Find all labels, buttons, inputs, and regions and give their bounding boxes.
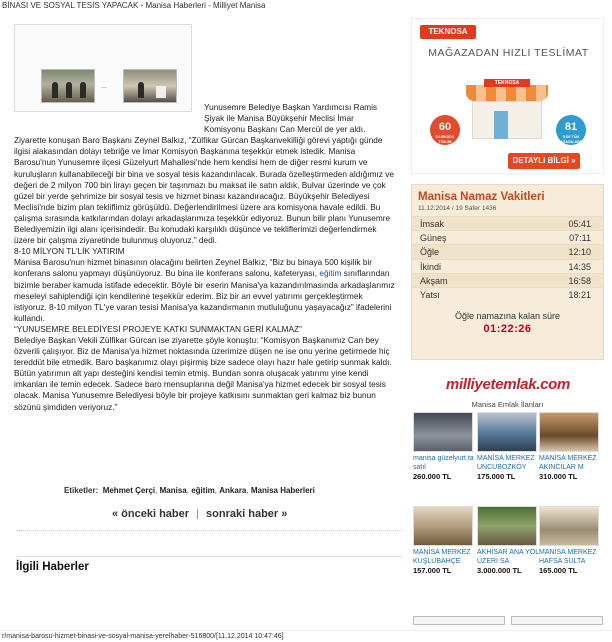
status-url: r/manisa-barosu-hizmet-binasi-ve-sosyal-manisa-yerelhaber-516800/[11.12.2014 10:47:46]	[0, 630, 612, 642]
gallery-thumbnail-2[interactable]	[123, 69, 177, 103]
listing-image[interactable]	[477, 506, 537, 546]
ad-title: MAĞAZADAN HIZLI TESLİMAT	[428, 47, 589, 59]
teknosa-ad-banner[interactable]	[411, 18, 604, 174]
prayer-times-title: Manisa Namaz Vakitleri	[418, 191, 545, 203]
prayer-times-date: 11.12.2014 / 19 Safer 1436	[418, 205, 497, 212]
divider	[16, 530, 402, 531]
scroll-next-button[interactable]	[511, 616, 603, 625]
listing-price: 310.000 TL	[539, 472, 578, 481]
pager-divider	[197, 509, 198, 519]
listing-price: 3.000.000 TL	[477, 566, 522, 575]
article-paragraph	[14, 257, 396, 324]
listing-item[interactable]	[539, 506, 601, 576]
milliyetemlak-logo[interactable]: milliyetemlak.com	[445, 376, 571, 393]
prayer-row: Öğle 12:10	[412, 244, 603, 258]
tag-link[interactable]: Manisa Haberleri	[250, 486, 315, 495]
page-title: BİNASI VE SOSYAL TESİS YAPACAK - Manisa Haberleri - Milliyet Manisa	[2, 1, 266, 10]
article-subheading: “YUNUSEMRE BELEDİYESİ PROJEYE KATKI SUNMAKTAN GERİ KALMAZ”	[14, 323, 302, 334]
listing-price: 175.000 TL	[477, 472, 516, 481]
listing-title[interactable]: MANİSA MERKEZ KUŞLUBAHÇE	[413, 549, 471, 565]
delivery-time-badge: 60 DAKİKADA TESLİM	[430, 115, 460, 145]
listing-image[interactable]	[477, 412, 537, 452]
listing-image[interactable]	[413, 506, 473, 546]
listing-price: 157.000 TL	[413, 566, 452, 575]
listing-title[interactable]: MANİSA MERKEZ AKINCILAR M	[539, 455, 597, 471]
prayer-times-list	[412, 216, 603, 301]
related-news-section	[16, 556, 402, 578]
teknosa-logo: TEKNOSA	[420, 25, 476, 39]
listing-item[interactable]	[413, 506, 475, 576]
tags-label: Etiketler:	[64, 486, 99, 495]
listing-item[interactable]	[539, 412, 601, 482]
prayer-row: İkindi 14:35	[412, 259, 603, 273]
article-text: Manisa Barosu'nun hizmet binasının olacağını belirten Zeynel Balkız, “Biz bu binaya 500 kişilik bir konferans salonu yapmayı düşünüyoruz. Bu bina ile konferans salonu, kafeteryası,	[14, 257, 373, 279]
article-subheading: 8-10 MİLYON TL'LİK YATIRIM	[14, 246, 125, 257]
listing-image[interactable]	[539, 412, 599, 452]
tag-link[interactable]: Mehmet Çerçi	[102, 486, 156, 495]
gallery-thumbnail-1[interactable]	[41, 69, 95, 103]
prayer-row: Yatsı 18:21	[412, 287, 603, 301]
countdown-timer: 01:22:26	[483, 323, 532, 336]
tag-link[interactable]: Ankara	[219, 486, 247, 495]
article-paragraph: Belediye Başkan Vekili Zülfikar Gürcan ise ziyarette şöyle konuştu: “Komisyon Başkanımız Can bey özverili çalışıyor. Biz de Manisa'ya hizmet noktasında üzerimize düşen ne ise onu yerine getirmede hiç tereddüt bile etmedik. Baro başkanımız olayı pişirmiş bize sadece olayı hazır hale getirip sunmak kaldı. Bütün yatırımın alt yapı desteğini kendisi temin etmiş. Bundan sonra oluşacak yatırımı yine kendi imkanları ile temin edecek. Sadece baro mensuplarına değil Manisa'ya hizmet edecek bir sosyal tesis olacak. Manisa Yunusemre Belediyesi böyle bir projeye katkısını sunmaktan geri kalmaz biz bunun sözünü şimdiden veriyoruz.”	[14, 334, 392, 412]
remaining-time-label: Öğle namazına kalan süre	[454, 311, 561, 322]
article-intro: Yunusemre Belediye Başkan Yardımcısı Ramis Şiyak ile Manisa Büyükşehir Meclisi İmar Komisyonu Başkanı Can Mercül de yer aldı.	[204, 102, 378, 135]
prayer-row: İmsak 05:41	[412, 216, 603, 230]
listing-title[interactable]: manisa güzelyurt ta satıl	[413, 455, 474, 471]
article-paragraph: Ziyarette konuşan Baro Başkanı Zeynel Balkız, “Zülfikar Gürcan Başkanvekilliği görevi yaptığı günde ilgisi alakasından dolayı tebriğe ve İmar Komisyon Başkanına teşekkür etmek istedik. Manisa Barosu'nun Yunusemre ilçesi Güzelyurt Mahallesi'nde hem kendisi hem de diğer resmi kurum ve kuruluşların kullanabileceği bir bina ve sosyal tesis kazandırılacak. Burada özelleştirmeden aldığımız ve değeri de 2 milyon 700 bin lirayı geçen bir taşınmazı bu maksat ile satın aldık. Bulvar üzerinde ve çok güzel bir yerde şehrimize bir sosyal tesis ve hizmet binası kazandıracağız. Büyükşehir Belediyesi Meclisi'nde bizim plan tekliflimiz görüşüldü. Değerlendirilmesi üzere ara komisyona havale edildi. Bu çalışma sırasında katkılarından dolayı arkadaşlarımıza teşekkür ediyoruz. Bunun bilir planı Yunusemre Belediyemizin ilgi alanı içerisindedir. Bu konudaki karşılıklı düşünce ve tekliflerimizi değerlendirmek üzere bir çalışma ziyaretinde bulunmuş oluyoruz.” dedi.	[14, 135, 395, 246]
store-illustration	[466, 79, 548, 139]
article-text: sınıflarından bizimle beraber kamuda istifade edecektir. Böyle bir eserin Manisa'ya kazandırılmasında arkadaşlarımız meseleyi sahiplendiği için kendilerine teşekkür ederim. Biz bir an evvel yatırımı gerçekleştirmek istiyoruz. 8-10 milyon TL'ye varan tesisi Manisa'ya kazandırmanın mutluluğunu yaşayacağız” ifadelerini kullandı.	[14, 268, 395, 323]
listing-image[interactable]	[539, 506, 599, 546]
prayer-row: Güneş 07:11	[412, 230, 603, 244]
tag-link[interactable]: eğitim	[191, 486, 215, 495]
tag-link[interactable]: Manisa	[159, 486, 187, 495]
sidebar	[411, 14, 604, 624]
next-article-link[interactable]: sonraki haber »	[206, 508, 288, 520]
scroll-prev-button[interactable]	[413, 616, 505, 625]
article-pager	[112, 508, 287, 520]
prayer-row: Akşam 16:58	[412, 273, 603, 287]
listing-title[interactable]: MANİSA MERKEZ HAFSA SULTA	[539, 549, 597, 565]
tags-row: Etiketler: Mehmet Çerçi, Manisa, eğitim, Ankara, Manisa Haberleri	[64, 486, 315, 495]
listing-scrollbar[interactable]	[413, 614, 603, 626]
listing-item[interactable]	[477, 506, 539, 576]
real-estate-subtitle: Manisa Emlak İlanları	[471, 400, 544, 409]
egitim-link[interactable]: eğitim	[319, 268, 342, 279]
gallery-divider	[101, 87, 107, 88]
article-body	[14, 102, 396, 413]
related-news-title: İlgili Haberler	[16, 561, 89, 573]
listing-price: 165.000 TL	[539, 566, 578, 575]
previous-article-link[interactable]: « önceki haber	[112, 508, 190, 520]
listing-image[interactable]	[413, 412, 473, 452]
listing-item[interactable]	[477, 412, 539, 482]
listing-title[interactable]: AKHİSAR ANA YOL ÜZERİ SA	[477, 549, 539, 565]
photo-gallery	[14, 24, 192, 112]
listing-title[interactable]: MANİSA MERKEZ UNCUBOZKÖY	[477, 455, 535, 471]
prayer-times-widget	[411, 184, 604, 360]
listing-item[interactable]	[413, 412, 475, 482]
stores-count-badge: 81 İLDE TÜM MAĞAZALARDA	[556, 115, 586, 145]
listing-price: 260.000 TL	[413, 472, 452, 481]
details-button[interactable]: DETAYLI BİLGİ »	[508, 153, 580, 169]
article-column	[8, 14, 400, 624]
store-sign: TEKNOSA	[484, 79, 530, 87]
